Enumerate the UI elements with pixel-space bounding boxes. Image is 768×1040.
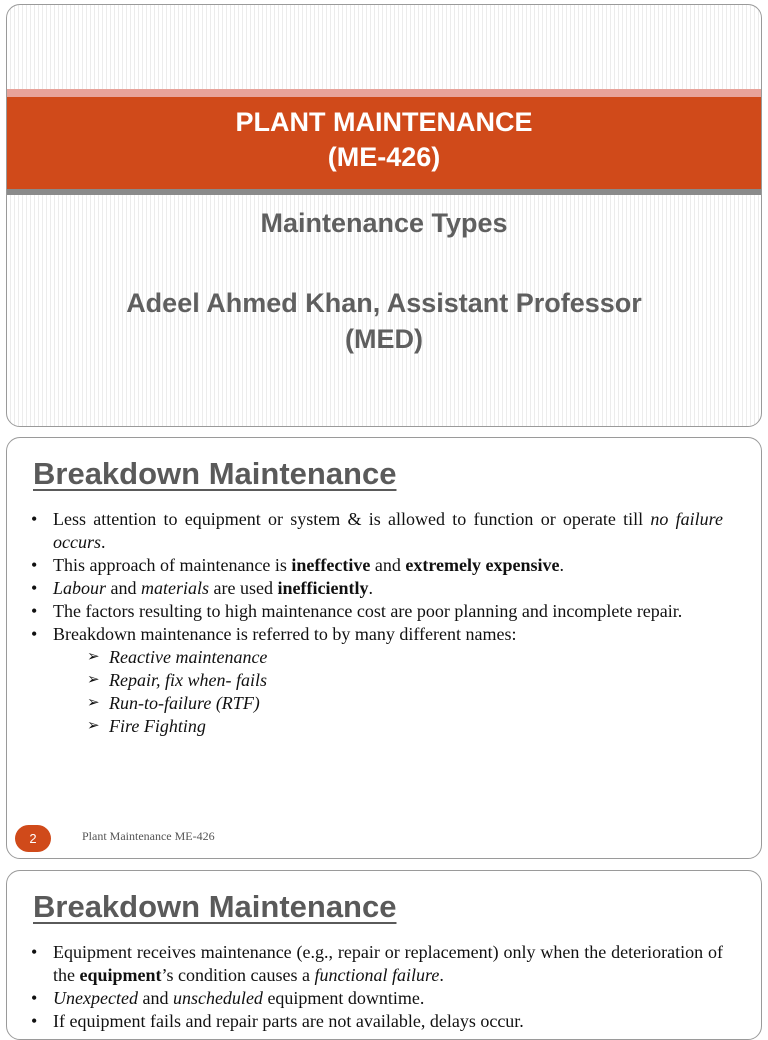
bullet-text: no failure occurs [53,509,723,552]
bullet-text: . [559,555,564,575]
sub-bullet-item: ➢ Fire Fighting [87,715,723,738]
slide-heading: Breakdown Maintenance [33,456,397,491]
bullet-item [29,987,723,1010]
bullet-text: are used [209,578,278,598]
bullet-list [29,508,723,738]
slide-footer: Plant Maintenance ME-426 [82,829,215,843]
bullet-item [29,941,723,987]
sub-bullet-item: ➢ Run-to-failure (RTF) [87,692,723,715]
bullet-text: unscheduled [172,988,263,1008]
bullet-text: . [101,532,106,552]
bullet-text: . [368,578,373,598]
bullet-text: The factors resulting to high maintenance cost are poor planning and incomplete repair. [53,601,683,621]
bullet-text: equipment [79,965,162,985]
title-slide[interactable] [6,4,762,427]
bullet-text: ineffective [291,555,371,575]
sub-bullet-item: ➢ Repair, fix when- fails [87,669,723,692]
title-band-top-stripe [7,89,761,97]
bullet-item [29,554,723,577]
bullet-text: If equipment fails and repair parts are not available, delays occur. [53,1011,524,1031]
course-title-line1: PLANT MAINTENANCE [235,107,533,137]
course-title [7,105,761,175]
content-slide-3[interactable] [6,870,762,1040]
content-slide-2[interactable] [6,437,762,859]
bullet-text: . [439,965,444,985]
title-band-bottom-stripe [7,189,761,195]
author-name: Adeel Ahmed Khan, Assistant Professor [126,288,642,318]
bullet-text: Unexpected [53,988,138,1008]
bullet-item [29,1010,723,1033]
author-block [7,285,761,357]
author-department: (MED) [345,324,423,354]
bullet-item [29,623,723,646]
bullet-text: This approach of maintenance is [53,555,292,575]
bullet-text: and [106,578,142,598]
bullet-text: Less attention to equipment or system & is allowed to function or operate till [53,509,651,529]
sub-bullet-item: ➢ Reactive maintenance [87,646,723,669]
bullet-list [29,941,723,1033]
bullet-text: Labour [53,578,107,598]
bullet-text: Breakdown maintenance is referred to by many different names: [53,624,517,644]
bullet-text: extremely expensive [405,555,560,575]
sub-bullet-list [29,646,723,738]
bullet-text: equipment downtime. [262,988,425,1008]
slide-subtitle: Maintenance Types [260,208,508,238]
bullet-text: materials [141,578,210,598]
bullet-item [29,508,723,554]
bullet-item [29,577,723,600]
bullet-item [29,600,723,623]
page-number-badge: 2 [15,825,51,852]
bullet-text: Equipment receives maintenance (e.g., repair or replacement) only when the deterioration of the [53,942,723,985]
course-code: (ME-426) [327,142,441,172]
bullet-text: ’s condition causes a [161,965,315,985]
bullet-text: functional failure [314,965,440,985]
slide-heading: Breakdown Maintenance [33,889,397,924]
bullet-text: and [137,988,173,1008]
bullet-text: inefficiently [277,578,369,598]
bullet-text: and [370,555,406,575]
